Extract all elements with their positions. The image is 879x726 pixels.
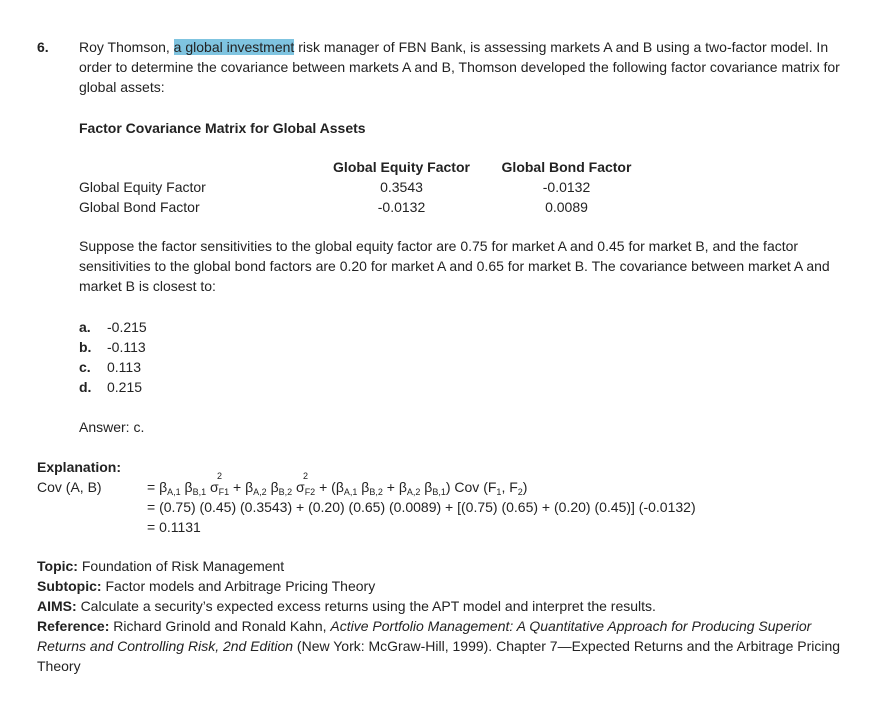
cell-bond-equity: -0.0132: [377, 199, 426, 215]
row-label-equity: Global Equity Factor: [79, 179, 206, 195]
reference-label: Reference:: [37, 618, 110, 634]
option-value: -0.215: [107, 319, 147, 335]
table-header-bond: Global Bond Factor: [501, 159, 632, 175]
option-letter: d.: [79, 379, 92, 395]
cell-bond-bond: 0.0089: [545, 199, 588, 215]
equation-substitution: = (0.75) (0.45) (0.3543) + (0.20) (0.65) (0.0089) + [(0.75) (0.65) + (0.20) (0.45)] (-0.0132): [147, 499, 696, 515]
table-row: [79, 197, 649, 217]
option-c[interactable]: [79, 357, 849, 377]
explanation-heading: Explanation:: [37, 459, 122, 475]
question-text-end: risk manager of FBN Bank, is assessing markets A and B using a two-factor model. In order to determine the covariance between markets A and B, Thomson developed the following factor covariance matrix for global assets:: [79, 39, 840, 95]
row-label-bond: Global Bond Factor: [79, 199, 200, 215]
aims-value: Calculate a security’s expected excess returns using the APT model and interpret the results.: [80, 598, 656, 614]
topic-line: [37, 556, 847, 576]
reference-authors: Richard Grinold and Ronald Kahn,: [113, 618, 331, 634]
aims-line: [37, 596, 847, 616]
option-d[interactable]: [79, 377, 849, 397]
table-row: [79, 177, 649, 197]
reference-title: Active Portfolio Management: A Quantitative Approach for Producing Superior Returns and Controlling Risk, 2nd Edition: [37, 618, 812, 654]
question-paragraph-2: Suppose the factor sensitivities to the global equity factor are 0.75 for market A and 0.45 for market B, and the factor sensitivities to the global bond factors are 0.20 for market A and 0.65 for market B. The covariance between market A and market B is closest to:: [79, 238, 830, 294]
equation-formula: = $\beta_{A,1}$ $\beta_{B,1}$ σ 2 $_{F1} + \beta_{A,2}$ $\beta_{B,2}$ σ 2 $_{F2} + (\beta_{A,1}$ $\beta_{B,2} + \beta_{A,2}$ $\beta_{B,1}$) Cov ($F_1$, $F_2$): [147, 471, 528, 497]
table-header-empty: [79, 157, 319, 177]
answer-line: Answer: c.: [79, 419, 145, 435]
option-letter: b.: [79, 339, 92, 355]
subtopic-line: [37, 576, 847, 596]
table-header-equity: Global Equity Factor: [333, 159, 470, 175]
subtopic-value: Factor models and Arbitrage Pricing Theory: [105, 578, 376, 594]
cell-equity-equity: 0.3543: [380, 179, 423, 195]
reference-line: [37, 616, 847, 676]
option-value: 0.215: [107, 379, 143, 395]
topic-value: Foundation of Risk Management: [81, 558, 285, 574]
option-a[interactable]: [79, 317, 849, 337]
option-value: -0.113: [107, 339, 146, 355]
explanation-lhs: Cov (A, B): [37, 479, 102, 495]
question-metadata: [37, 556, 847, 676]
topic-label: Topic:: [37, 558, 78, 574]
covariance-table: [79, 157, 649, 217]
question-text: [79, 37, 849, 97]
reference-rest: (New York: McGraw-Hill, 1999). Chapter 7—Expected Returns and the Arbitrage Pricing Theory: [37, 638, 841, 674]
table-header-row: [79, 157, 649, 177]
subtopic-label: Subtopic:: [37, 578, 102, 594]
table-title: Factor Covariance Matrix for Global Assets: [79, 120, 366, 136]
answer-options: [79, 317, 849, 397]
equation-result: = 0.1131: [147, 519, 201, 535]
option-b[interactable]: [79, 337, 849, 357]
aims-label: AIMS:: [37, 598, 77, 614]
option-value: 0.113: [107, 359, 141, 375]
cell-equity-bond: -0.0132: [542, 179, 591, 195]
question-number: 6.: [37, 39, 49, 55]
option-letter: a.: [79, 319, 91, 335]
option-letter: c.: [79, 359, 91, 375]
explanation-equations: [147, 471, 696, 537]
question-text-start: Roy Thomson,: [79, 39, 174, 55]
highlighted-text[interactable]: a global investment: [173, 39, 295, 55]
